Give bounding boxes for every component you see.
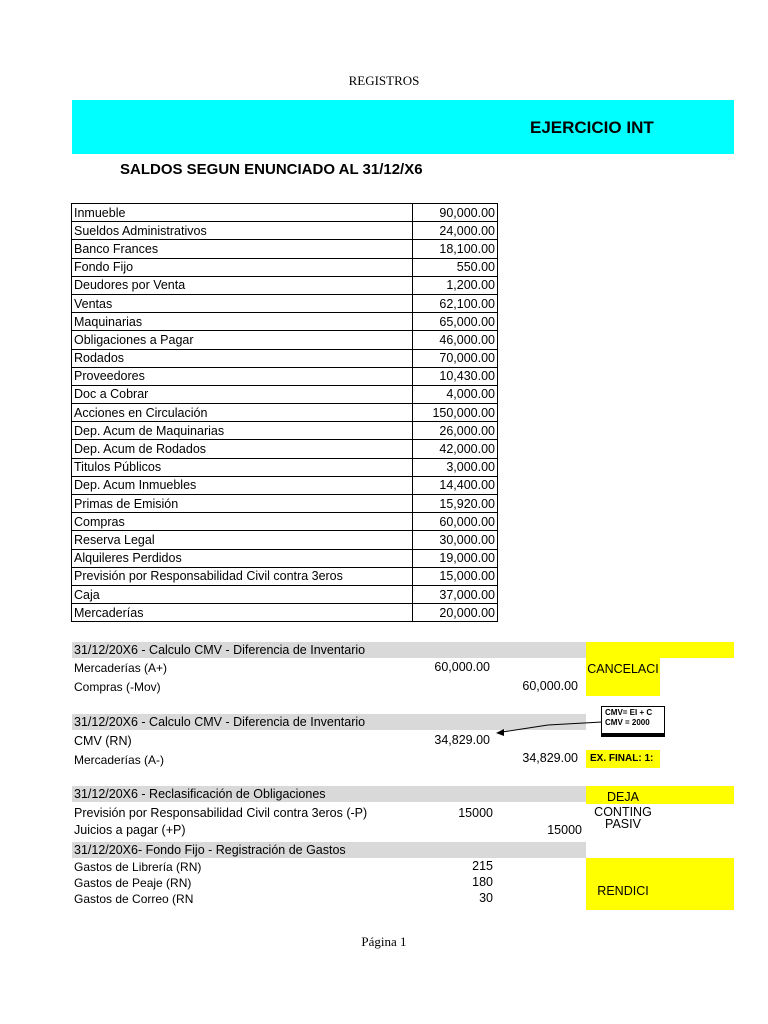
- formula-line: CMV= EI + C: [605, 708, 653, 717]
- account-balance: 18,100.00: [413, 240, 498, 258]
- balance-row: [72, 476, 498, 494]
- account-balance: 550.00: [413, 258, 498, 276]
- account-name: Acciones en Circulación: [72, 404, 413, 422]
- page-footer: Página 1: [361, 934, 407, 949]
- entry-account: Mercaderías (A+): [74, 661, 168, 675]
- note-text: DEJA: [607, 791, 639, 803]
- balance-row: [72, 313, 498, 331]
- balance-row: [72, 567, 498, 585]
- balance-row: [72, 204, 498, 222]
- entry-debit: 60,000.00: [434, 660, 490, 674]
- account-name: Fondo Fijo: [72, 258, 413, 276]
- account-name: Dep. Acum de Maquinarias: [72, 422, 413, 440]
- account-balance: 150,000.00: [413, 404, 498, 422]
- balance-row: [72, 331, 498, 349]
- balances-table: [71, 203, 498, 622]
- account-balance: 60,000.00: [413, 513, 498, 531]
- note-text: CONTING: [594, 806, 652, 818]
- entry-account: Gastos de Peaje (RN): [74, 876, 192, 890]
- entry-heading: 31/12/20X6 - Calculo CMV - Diferencia de Inventario: [74, 643, 366, 657]
- balance-row: [72, 258, 498, 276]
- account-name: Sueldos Administrativos: [72, 222, 413, 240]
- section-title: SALDOS SEGUN ENUNCIADO AL 31/12/X6: [120, 161, 423, 178]
- entry-credit: 60,000.00: [522, 679, 578, 693]
- balance-row: [72, 513, 498, 531]
- balance-row: [72, 422, 498, 440]
- account-balance: 30,000.00: [413, 531, 498, 549]
- entry-account: Gastos de Correo (RN: [74, 892, 194, 906]
- formula-line: CMV = 2000: [605, 718, 650, 727]
- account-balance: 1,200.00: [413, 276, 498, 294]
- account-balance: 26,000.00: [413, 422, 498, 440]
- balance-row: [72, 604, 498, 622]
- balance-row: [72, 294, 498, 312]
- note-text: PASIV: [605, 818, 641, 830]
- account-balance: 70,000.00: [413, 349, 498, 367]
- highlight-cell: [586, 642, 734, 658]
- entry-account: CMV (RN): [74, 734, 132, 748]
- account-name: Mercaderías: [72, 604, 413, 622]
- account-name: Deudores por Venta: [72, 276, 413, 294]
- account-balance: 90,000.00: [413, 204, 498, 222]
- entry-heading: 31/12/20X6- Fondo Fijo - Registración de Gastos: [74, 843, 346, 857]
- balance-row: [72, 240, 498, 258]
- account-name: Maquinarias: [72, 313, 413, 331]
- title-banner: [72, 100, 734, 154]
- balance-row: [72, 349, 498, 367]
- account-balance: 20,000.00: [413, 604, 498, 622]
- account-name: Compras: [72, 513, 413, 531]
- balance-row: [72, 531, 498, 549]
- account-balance: 46,000.00: [413, 331, 498, 349]
- note-text: EX. FINAL: 1:: [590, 753, 654, 764]
- note-ex-final: [586, 750, 660, 768]
- balance-row: [72, 367, 498, 385]
- note-cancelacion: [586, 658, 660, 696]
- balance-row: [72, 585, 498, 603]
- account-name: Rodados: [72, 349, 413, 367]
- balance-row: [72, 222, 498, 240]
- account-balance: 19,000.00: [413, 549, 498, 567]
- note-continuation: [586, 804, 660, 838]
- note-text: CANCELACI: [587, 662, 659, 676]
- entry-debit: 180: [472, 875, 493, 889]
- balance-row: [72, 385, 498, 403]
- entry-account: Previsión por Responsabilidad Civil contra 3eros (-P): [74, 806, 368, 820]
- account-balance: 37,000.00: [413, 585, 498, 603]
- balance-row: [72, 276, 498, 294]
- account-name: Doc a Cobrar: [72, 385, 413, 403]
- account-name: Primas de Emisión: [72, 495, 413, 513]
- balance-row: [72, 495, 498, 513]
- account-name: Ventas: [72, 294, 413, 312]
- account-name: Caja: [72, 585, 413, 603]
- entry-debit: 215: [472, 859, 493, 873]
- arrow-icon: [490, 718, 605, 742]
- account-balance: 65,000.00: [413, 313, 498, 331]
- account-name: Dep. Acum de Rodados: [72, 440, 413, 458]
- account-balance: 10,430.00: [413, 367, 498, 385]
- account-name: Previsión por Responsabilidad Civil contra 3eros: [72, 567, 413, 585]
- account-name: Obligaciones a Pagar: [72, 331, 413, 349]
- page-header-label: REGISTROS: [348, 73, 420, 88]
- entry-debit: 34,829.00: [434, 733, 490, 747]
- entry-account: Compras (-Mov): [74, 680, 161, 694]
- account-name: Inmueble: [72, 204, 413, 222]
- balance-row: [72, 440, 498, 458]
- account-balance: 3,000.00: [413, 458, 498, 476]
- account-balance: 15,000.00: [413, 567, 498, 585]
- account-balance: 15,920.00: [413, 495, 498, 513]
- account-balance: 14,400.00: [413, 476, 498, 494]
- note-deja-contingencia: [586, 786, 734, 804]
- account-name: Titulos Públicos: [72, 458, 413, 476]
- entry-credit: 15000: [547, 823, 582, 837]
- account-balance: 62,100.00: [413, 294, 498, 312]
- entry-account: Gastos de Librería (RN): [74, 860, 202, 874]
- balance-row: [72, 549, 498, 567]
- account-name: Proveedores: [72, 367, 413, 385]
- balance-row: [72, 404, 498, 422]
- entry-account: Juicios a pagar (+P): [74, 823, 186, 837]
- account-balance: 42,000.00: [413, 440, 498, 458]
- cmv-formula-box: [601, 706, 665, 737]
- banner-title: EJERCICIO INT: [530, 118, 654, 137]
- entry-account: Mercaderías (A-): [74, 753, 165, 767]
- note-rendicion: [586, 858, 734, 910]
- account-balance: 24,000.00: [413, 222, 498, 240]
- balances-table-body: [72, 204, 498, 622]
- entry-debit: 30: [479, 891, 493, 905]
- account-name: Dep. Acum Inmuebles: [72, 476, 413, 494]
- account-name: Alquileres Perdidos: [72, 549, 413, 567]
- note-text: RENDICI: [597, 884, 649, 898]
- entry-credit: 34,829.00: [522, 751, 578, 765]
- account-name: Reserva Legal: [72, 531, 413, 549]
- entry-heading: 31/12/20X6 - Calculo CMV - Diferencia de Inventario: [74, 715, 366, 729]
- entry-heading: 31/12/20X6 - Reclasificación de Obligaciones: [74, 787, 326, 801]
- balance-row: [72, 458, 498, 476]
- account-balance: 4,000.00: [413, 385, 498, 403]
- account-name: Banco Frances: [72, 240, 413, 258]
- entry-debit: 15000: [458, 806, 493, 820]
